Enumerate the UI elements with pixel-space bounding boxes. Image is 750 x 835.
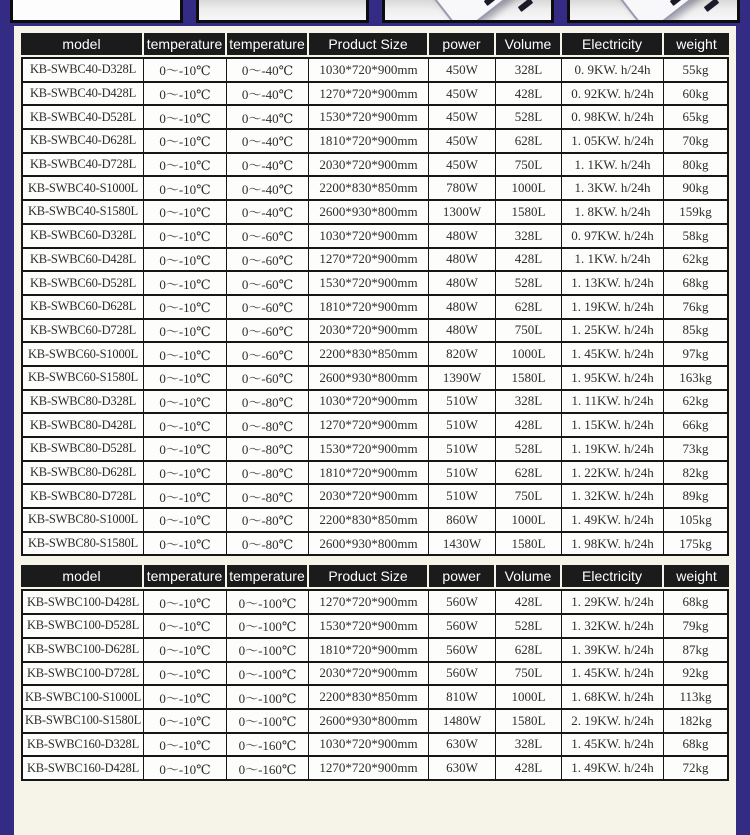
cell-temperature-range: 0～-10℃ [144,296,227,320]
cell-product-size: 2200*830*850mm [309,686,429,710]
cell-freeze-temperature: 0～-60℃ [227,367,309,391]
cell-product-size: 2200*830*850mm [309,177,429,201]
cell-electricity: 1. 32KW. h/24h [562,615,664,639]
cell-temperature-range: 0～-10℃ [144,106,227,130]
table-row [21,686,729,710]
cell-power: 630W [429,757,496,781]
cell-power: 450W [429,106,496,130]
cell-product-size: 1810*720*900mm [309,130,429,154]
product-thumbnail-4 [567,0,740,23]
cell-product-size: 1530*720*900mm [309,615,429,639]
cell-temperature-range: 0～-10℃ [144,639,227,663]
cell-product-size: 2600*930*800mm [309,367,429,391]
table-row [21,757,729,781]
product-thumbnail-2 [196,0,369,23]
column-header-model: model [21,31,144,57]
cell-model: KB-SWBC80-D628L [21,462,144,486]
cell-power: 560W [429,589,496,615]
cell-product-size: 1810*720*900mm [309,462,429,486]
cell-volume: 328L [496,225,562,249]
cell-electricity: 0. 98KW. h/24h [562,106,664,130]
cell-model: KB-SWBC80-S1580L [21,533,144,557]
cell-model: KB-SWBC40-S1580L [21,201,144,225]
cell-weight: 89kg [664,485,729,509]
cell-volume: 528L [496,272,562,296]
cell-electricity: 1. 32KW. h/24h [562,485,664,509]
cell-product-size: 1030*720*900mm [309,225,429,249]
cell-power: 820W [429,343,496,367]
cell-product-size: 2030*720*900mm [309,485,429,509]
cell-freeze-temperature: 0～-80℃ [227,462,309,486]
cell-freeze-temperature: 0～-40℃ [227,106,309,130]
cell-model: KB-SWBC100-D528L [21,615,144,639]
cell-freeze-temperature: 0～-100℃ [227,663,309,687]
cell-volume: 428L [496,589,562,615]
cell-power: 510W [429,485,496,509]
cell-electricity: 1. 05KW. h/24h [562,130,664,154]
cell-model: KB-SWBC100-D428L [21,589,144,615]
cell-volume: 1580L [496,201,562,225]
table-row [21,639,729,663]
cell-product-size: 1530*720*900mm [309,272,429,296]
cell-weight: 58kg [664,225,729,249]
cell-temperature-range: 0～-10℃ [144,509,227,533]
cell-freeze-temperature: 0～-80℃ [227,509,309,533]
cell-weight: 175kg [664,533,729,557]
cell-weight: 60kg [664,83,729,107]
cell-freeze-temperature: 0～-40℃ [227,57,309,83]
cell-volume: 1000L [496,686,562,710]
cell-freeze-temperature: 0～-100℃ [227,639,309,663]
column-header-volume: Volume [496,563,562,589]
cell-freeze-temperature: 0～-100℃ [227,710,309,734]
table-row [21,391,729,415]
spec-table-lower [21,563,729,781]
column-header-electricity: Electricity [562,563,664,589]
table-row [21,367,729,391]
cell-weight: 82kg [664,462,729,486]
cell-temperature-range: 0～-10℃ [144,272,227,296]
table-row [21,343,729,367]
cell-volume: 328L [496,391,562,415]
cell-weight: 65kg [664,106,729,130]
cell-model: KB-SWBC160-D428L [21,757,144,781]
cell-model: KB-SWBC60-D628L [21,296,144,320]
cell-weight: 90kg [664,177,729,201]
column-header-weight: weight [664,31,729,57]
cell-freeze-temperature: 0～-80℃ [227,414,309,438]
cell-electricity: 0. 97KW. h/24h [562,225,664,249]
column-header-product-size: Product Size [309,31,429,57]
cell-power: 510W [429,438,496,462]
cell-freeze-temperature: 0～-160℃ [227,734,309,758]
cell-temperature-range: 0～-10℃ [144,249,227,273]
header-row [21,31,729,57]
cell-electricity: 1. 1KW. h/24h [562,154,664,178]
cell-product-size: 1270*720*900mm [309,757,429,781]
cell-power: 480W [429,225,496,249]
cell-freeze-temperature: 0～-60℃ [227,249,309,273]
cell-freeze-temperature: 0～-100℃ [227,615,309,639]
table-row [21,272,729,296]
column-header-product-size: Product Size [309,563,429,589]
cell-model: KB-SWBC40-D528L [21,106,144,130]
cell-volume: 1000L [496,343,562,367]
cell-electricity: 1. 45KW. h/24h [562,343,664,367]
cell-volume: 328L [496,57,562,83]
table-row [21,615,729,639]
cell-temperature-range: 0～-10℃ [144,57,227,83]
cell-freeze-temperature: 0～-100℃ [227,686,309,710]
cell-freeze-temperature: 0～-80℃ [227,391,309,415]
cell-power: 560W [429,615,496,639]
cell-temperature-range: 0～-10℃ [144,201,227,225]
table-row [21,106,729,130]
cell-electricity: 2. 19KW. h/24h [562,710,664,734]
table-row [21,296,729,320]
cell-electricity: 1. 25KW. h/24h [562,320,664,344]
freezer-image [420,0,533,23]
cell-electricity: 1. 22KW. h/24h [562,462,664,486]
cell-power: 480W [429,320,496,344]
table-row [21,533,729,557]
cell-volume: 628L [496,639,562,663]
cell-product-size: 1810*720*900mm [309,639,429,663]
cell-weight: 66kg [664,414,729,438]
freezer-image [606,0,719,23]
cell-volume: 1000L [496,509,562,533]
spec-table-upper-body [21,57,729,556]
cell-product-size: 2600*930*800mm [309,201,429,225]
cell-weight: 76kg [664,296,729,320]
cell-weight: 62kg [664,391,729,415]
cell-electricity: 1. 1KW. h/24h [562,249,664,273]
cell-power: 1390W [429,367,496,391]
table-row [21,130,729,154]
cell-electricity: 1. 13KW. h/24h [562,272,664,296]
cell-model: KB-SWBC100-D628L [21,639,144,663]
cell-product-size: 1270*720*900mm [309,83,429,107]
cell-weight: 70kg [664,130,729,154]
cell-weight: 159kg [664,201,729,225]
cell-volume: 528L [496,438,562,462]
cell-weight: 80kg [664,154,729,178]
cell-product-size: 2030*720*900mm [309,320,429,344]
cell-volume: 750L [496,663,562,687]
spec-table-upper-head [21,31,729,57]
cell-temperature-range: 0～-10℃ [144,154,227,178]
cell-product-size: 1530*720*900mm [309,106,429,130]
cell-weight: 55kg [664,57,729,83]
cell-power: 1430W [429,533,496,557]
cell-electricity: 1. 8KW. h/24h [562,201,664,225]
cell-model: KB-SWBC40-S1000L [21,177,144,201]
table-row [21,225,729,249]
cell-product-size: 1030*720*900mm [309,391,429,415]
cell-temperature-range: 0～-10℃ [144,320,227,344]
cell-model: KB-SWBC80-D728L [21,485,144,509]
table-row [21,57,729,83]
cell-freeze-temperature: 0～-80℃ [227,533,309,557]
cell-freeze-temperature: 0～-40℃ [227,154,309,178]
product-thumbnail-strip [10,0,740,23]
cell-power: 450W [429,83,496,107]
product-thumbnail-3 [382,0,555,23]
cell-model: KB-SWBC80-S1000L [21,509,144,533]
cell-volume: 628L [496,130,562,154]
table-row [21,177,729,201]
product-thumbnail-1 [10,0,183,23]
cell-model: KB-SWBC100-S1000L [21,686,144,710]
cell-weight: 62kg [664,249,729,273]
cell-weight: 68kg [664,589,729,615]
cell-volume: 628L [496,462,562,486]
cell-power: 480W [429,249,496,273]
cell-volume: 328L [496,734,562,758]
cell-model: KB-SWBC60-D328L [21,225,144,249]
cell-model: KB-SWBC80-D428L [21,414,144,438]
cell-freeze-temperature: 0～-60℃ [227,225,309,249]
cell-electricity: 1. 98KW. h/24h [562,533,664,557]
cell-temperature-range: 0～-10℃ [144,485,227,509]
cell-power: 480W [429,272,496,296]
cell-power: 810W [429,686,496,710]
cell-model: KB-SWBC100-S1580L [21,710,144,734]
cell-power: 450W [429,57,496,83]
table-row [21,154,729,178]
cell-power: 1300W [429,201,496,225]
cell-temperature-range: 0～-10℃ [144,343,227,367]
cell-power: 780W [429,177,496,201]
cell-temperature-range: 0～-10℃ [144,686,227,710]
cell-electricity: 1. 45KW. h/24h [562,734,664,758]
cell-temperature-range: 0～-10℃ [144,367,227,391]
cell-weight: 85kg [664,320,729,344]
cell-freeze-temperature: 0～-40℃ [227,201,309,225]
cell-volume: 428L [496,414,562,438]
cell-volume: 528L [496,106,562,130]
spec-table-upper [21,31,729,556]
cell-weight: 97kg [664,343,729,367]
cell-model: KB-SWBC60-S1580L [21,367,144,391]
cell-temperature-range: 0～-10℃ [144,177,227,201]
cell-volume: 1580L [496,367,562,391]
column-header-freeze-temperature: temperature [227,31,309,57]
table-row [21,249,729,273]
cell-electricity: 1. 49KW. h/24h [562,509,664,533]
cell-volume: 1580L [496,533,562,557]
cell-temperature-range: 0～-10℃ [144,130,227,154]
spec-panel [14,26,736,835]
cell-temperature-range: 0～-10℃ [144,663,227,687]
cell-power: 450W [429,154,496,178]
cell-freeze-temperature: 0～-80℃ [227,485,309,509]
cell-model: KB-SWBC100-D728L [21,663,144,687]
cell-temperature-range: 0～-10℃ [144,462,227,486]
cell-volume: 428L [496,83,562,107]
cell-electricity: 1. 45KW. h/24h [562,663,664,687]
cell-electricity: 1. 3KW. h/24h [562,177,664,201]
cell-temperature-range: 0～-10℃ [144,734,227,758]
cell-product-size: 1270*720*900mm [309,249,429,273]
cell-freeze-temperature: 0～-60℃ [227,343,309,367]
column-header-electricity: Electricity [562,31,664,57]
cell-freeze-temperature: 0～-80℃ [227,438,309,462]
cell-power: 480W [429,296,496,320]
cell-product-size: 1530*720*900mm [309,438,429,462]
cell-electricity: 1. 15KW. h/24h [562,414,664,438]
table-row [21,320,729,344]
column-header-freeze-temperature: temperature [227,563,309,589]
cell-electricity: 1. 68KW. h/24h [562,686,664,710]
cell-freeze-temperature: 0～-160℃ [227,757,309,781]
cell-product-size: 2600*930*800mm [309,533,429,557]
cell-electricity: 1. 49KW. h/24h [562,757,664,781]
cell-freeze-temperature: 0～-40℃ [227,83,309,107]
cell-model: KB-SWBC60-D428L [21,249,144,273]
cell-volume: 1580L [496,710,562,734]
cell-temperature-range: 0～-10℃ [144,83,227,107]
cell-electricity: 1. 19KW. h/24h [562,438,664,462]
cell-product-size: 2200*830*850mm [309,509,429,533]
cell-model: KB-SWBC40-D628L [21,130,144,154]
cell-power: 1480W [429,710,496,734]
freezer-vent-icon [518,0,534,12]
cell-weight: 182kg [664,710,729,734]
cell-volume: 750L [496,154,562,178]
column-header-volume: Volume [496,31,562,57]
cell-weight: 113kg [664,686,729,710]
column-header-weight: weight [664,563,729,589]
cell-weight: 73kg [664,438,729,462]
cell-electricity: 1. 19KW. h/24h [562,296,664,320]
column-header-model: model [21,563,144,589]
table-row [21,509,729,533]
cell-volume: 628L [496,296,562,320]
table-row [21,201,729,225]
cell-temperature-range: 0～-10℃ [144,225,227,249]
cell-weight: 79kg [664,615,729,639]
cell-power: 560W [429,639,496,663]
cell-power: 510W [429,414,496,438]
cell-model: KB-SWBC60-D528L [21,272,144,296]
cell-electricity: 0. 9KW. h/24h [562,57,664,83]
cell-weight: 68kg [664,734,729,758]
spec-table-lower-body [21,589,729,781]
cell-volume: 428L [496,757,562,781]
cell-model: KB-SWBC40-D328L [21,57,144,83]
cell-electricity: 1. 39KW. h/24h [562,639,664,663]
cell-power: 630W [429,734,496,758]
cell-temperature-range: 0～-10℃ [144,615,227,639]
spec-table-lower-head [21,563,729,589]
cell-weight: 92kg [664,663,729,687]
cell-model: KB-SWBC40-D428L [21,83,144,107]
cell-freeze-temperature: 0～-60℃ [227,272,309,296]
table-row [21,414,729,438]
cell-power: 860W [429,509,496,533]
table-row [21,485,729,509]
cell-temperature-range: 0～-10℃ [144,589,227,615]
cell-temperature-range: 0～-10℃ [144,710,227,734]
cell-weight: 163kg [664,367,729,391]
cell-product-size: 2030*720*900mm [309,663,429,687]
cell-volume: 750L [496,320,562,344]
cell-model: KB-SWBC80-D328L [21,391,144,415]
cell-volume: 528L [496,615,562,639]
cell-weight: 105kg [664,509,729,533]
cell-product-size: 1270*720*900mm [309,589,429,615]
cell-electricity: 0. 92KW. h/24h [562,83,664,107]
cell-model: KB-SWBC60-S1000L [21,343,144,367]
cell-temperature-range: 0～-10℃ [144,757,227,781]
cell-freeze-temperature: 0～-40℃ [227,130,309,154]
table-row [21,83,729,107]
cell-model: KB-SWBC160-D328L [21,734,144,758]
table-row [21,710,729,734]
table-row [21,462,729,486]
cell-freeze-temperature: 0～-60℃ [227,320,309,344]
cell-electricity: 1. 11KW. h/24h [562,391,664,415]
cell-electricity: 1. 29KW. h/24h [562,589,664,615]
cell-electricity: 1. 95KW. h/24h [562,367,664,391]
cell-product-size: 1270*720*900mm [309,414,429,438]
column-header-temperature-range: temperature [144,31,227,57]
cell-power: 510W [429,391,496,415]
cell-temperature-range: 0～-10℃ [144,533,227,557]
cell-freeze-temperature: 0～-60℃ [227,296,309,320]
cell-volume: 750L [496,485,562,509]
column-header-power: power [429,563,496,589]
cell-product-size: 2600*930*800mm [309,710,429,734]
table-row [21,734,729,758]
column-header-power: power [429,31,496,57]
cell-model: KB-SWBC80-D528L [21,438,144,462]
table-row [21,589,729,615]
table-row [21,663,729,687]
cell-volume: 1000L [496,177,562,201]
cell-power: 560W [429,663,496,687]
cell-temperature-range: 0～-10℃ [144,438,227,462]
cell-temperature-range: 0～-10℃ [144,414,227,438]
cell-power: 510W [429,462,496,486]
freezer-vent-icon [704,0,720,12]
cell-weight: 87kg [664,639,729,663]
cell-freeze-temperature: 0～-100℃ [227,589,309,615]
cell-weight: 72kg [664,757,729,781]
cell-product-size: 1030*720*900mm [309,734,429,758]
cell-product-size: 1030*720*900mm [309,57,429,83]
cell-product-size: 1810*720*900mm [309,296,429,320]
column-header-temperature-range: temperature [144,563,227,589]
cell-power: 450W [429,130,496,154]
table-row [21,438,729,462]
header-row [21,563,729,589]
cell-volume: 428L [496,249,562,273]
cell-model: KB-SWBC40-D728L [21,154,144,178]
cell-product-size: 2200*830*850mm [309,343,429,367]
cell-product-size: 2030*720*900mm [309,154,429,178]
cell-freeze-temperature: 0～-40℃ [227,177,309,201]
cell-model: KB-SWBC60-D728L [21,320,144,344]
cell-weight: 68kg [664,272,729,296]
cell-temperature-range: 0～-10℃ [144,391,227,415]
